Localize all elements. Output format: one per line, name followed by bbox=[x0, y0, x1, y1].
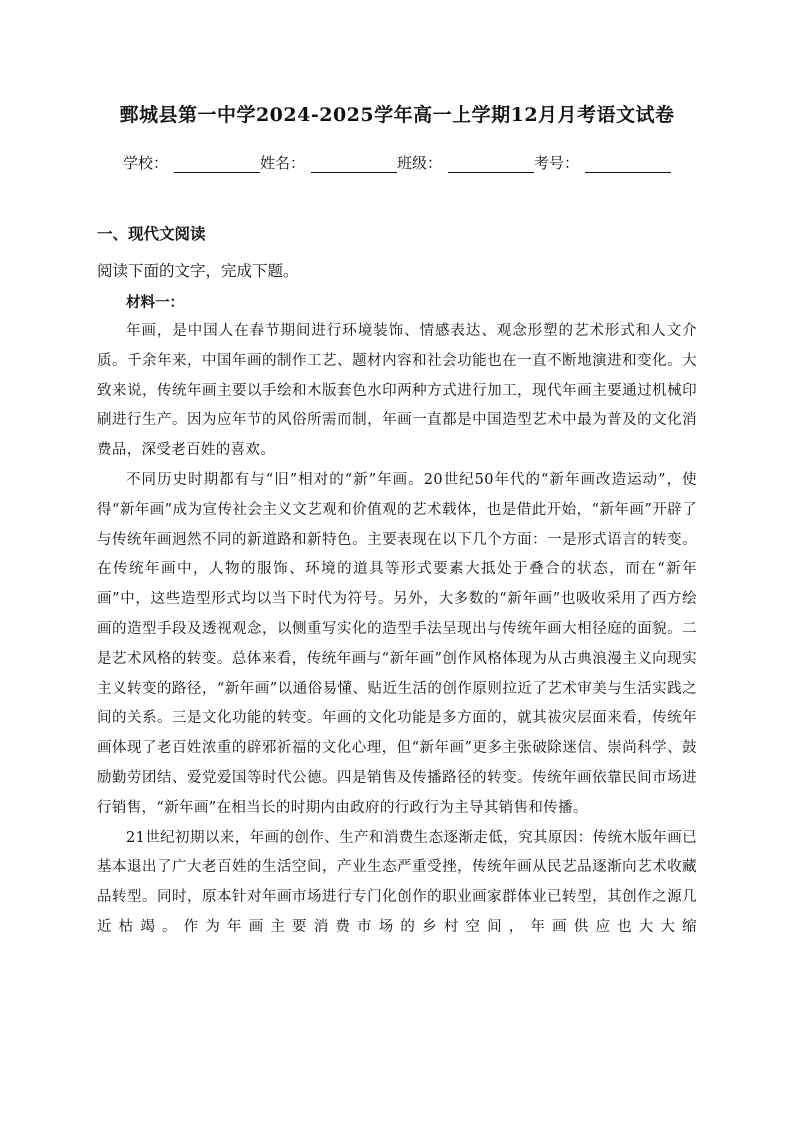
exam-number-label: 考号： bbox=[534, 154, 580, 172]
name-field[interactable] bbox=[260, 152, 397, 173]
article-body bbox=[97, 317, 697, 943]
school-blank[interactable] bbox=[174, 156, 260, 173]
reading-instruction: 阅读下面的文字，完成下题。 bbox=[97, 262, 299, 280]
class-label: 班级： bbox=[397, 154, 443, 172]
name-label: 姓名： bbox=[259, 154, 305, 172]
exam-title: 鄄城县第一中学2024-2025学年高一上学期12月月考语文试卷 bbox=[119, 104, 675, 126]
paragraph: 年画，是中国人在春节期间进行环境装饰、情感表达、观念形塑的艺术形式和人文介质。千余年来，中国年画的制作工艺、题材内容和社会功能也在一直不断地演进和变化。大致来说，传统年画主要以手绘和木版套色水印两种方式进行加工，现代年画主要通过机械印刷进行生产。因为应年节的风俗所需而制，年画一直都是中国造型艺术中最为普及的文化消费品，深受老百姓的喜欢。 bbox=[97, 323, 697, 459]
class-field[interactable] bbox=[397, 152, 534, 173]
exam-number-field[interactable] bbox=[534, 152, 671, 173]
student-info-row bbox=[0, 152, 794, 173]
section-heading: 一、现代文阅读 bbox=[97, 225, 206, 243]
paragraph: 不同历史时期都有与“旧”相对的“新”年画。20世纪50年代的“新年画改造运动”，使得“新年画”成为宣传社会主义文艺观和价值观的艺术载体，也是借此开始，“新年画”开辟了与传统年画迥然不同的新道路和新特色。主要表现在以下几个方面：一是形式语言的转变。在传统年画中，人物的服饰、环境的道具等形式要素大抵处于叠合的状态，而在“新年画”中，这些造型形式均以当下时代为符号。另外，大多数的“新年画”也吸收采用了西方绘画的造型手段及透视观念，以侧重写实化的造型手法呈现出与传统年画大相径庭的面貌。二是艺术风格的转变。总体来看，传统年画与“新年画”创作风格体现为从古典浪漫主义向现实主义转变的路径，“新年画”以通俗易懂、贴近生活的创作原则拉近了艺术审美与生活实践之间的关系。三是文化功能的转变。年画的文化功能是多方面的，就其祓灾层面来看，传统年画体现了老百姓浓重的辟邪祈福的文化心理，但“新年画”更多主张破除迷信、崇尚科学、鼓励勤劳团结、爱党爱国等时代公德。四是销售及传播路径的转变。传统年画依靠民间市场进行销售，“新年画”在相当长的时期内由政府的行政行为主导其销售和传播。 bbox=[97, 471, 697, 816]
class-blank[interactable] bbox=[448, 156, 534, 173]
school-field[interactable] bbox=[123, 152, 260, 173]
paragraph: 21世纪初期以来，年画的创作、生产和消费生态逐渐走低，究其原因：传统木版年画已基本退出了广大老百姓的生活空间，产业生态严重受挫，传统年画从民艺品逐渐向艺术收藏品转型。同时，原本针对年画市场进行专门化创作的职业画家群体业已转型，其创作之源几近枯竭。作为年画主要消费市场的乡村空间，年画供应也大大缩 bbox=[97, 829, 697, 935]
exam-number-blank[interactable] bbox=[585, 156, 671, 173]
material-label: 材料一： bbox=[126, 294, 184, 311]
name-blank[interactable] bbox=[311, 156, 397, 173]
school-label: 学校： bbox=[122, 154, 168, 172]
